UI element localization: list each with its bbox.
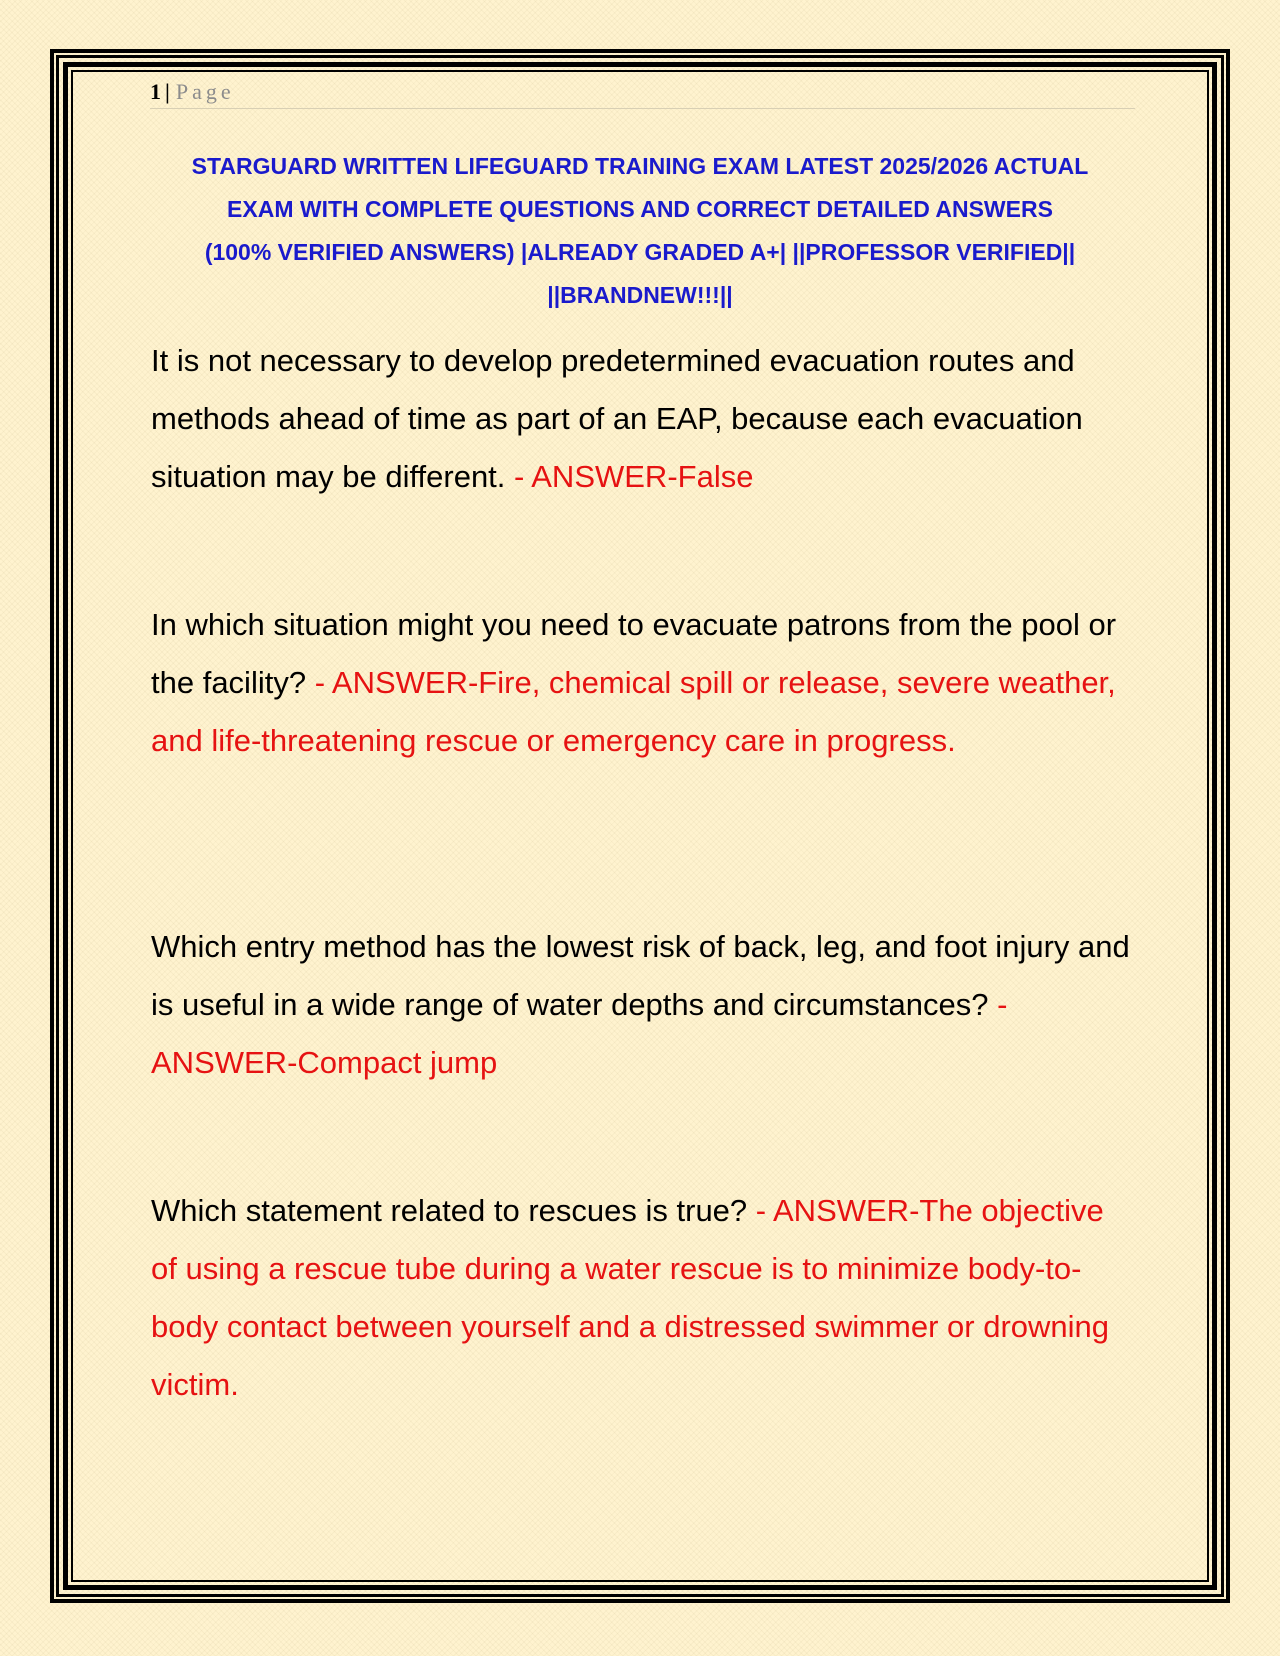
answer-text: - ANSWER-The objective of using a rescue tube during a water rescue is to minimize body-to-body contact between yourself and a distressed swimmer or drowning victim.: [151, 1193, 1110, 1402]
question-text: In which situation might you need to evacuate patrons from the pool or the facility?: [151, 607, 1117, 700]
answer-text: - ANSWER-Compact jump: [151, 987, 1008, 1080]
question-text: Which statement related to rescues is true?: [151, 1193, 748, 1228]
qa-item-4: [151, 1182, 1136, 1414]
page-number: 1: [150, 79, 161, 104]
document-title: STARGUARD WRITTEN LIFEGUARD TRAINING EXAM LATEST 2025/2026 ACTUAL EXAM WITH COMPLETE QUESTIONS AND CORRECT DETAILED ANSWERS (100% VERIFIED ANSWERS) |ALREADY GRADED A+| ||PROFESSOR VERIFIED|| ||BRANDNEW!!!||: [191, 153, 1089, 308]
qa-item-1: [151, 332, 1136, 506]
question-text: It is not necessary to develop predetermined evacuation routes and methods ahead of time as part of an EAP, because each evacuation situation may be different.: [151, 343, 1083, 494]
page-header-separator: |: [165, 79, 170, 104]
page-header: [150, 78, 1135, 109]
page-label: Page: [175, 79, 235, 104]
question-text: Which entry method has the lowest risk of back, leg, and foot injury and is useful in a wide range of water depths and circumstances?: [151, 929, 1130, 1022]
answer-text: - ANSWER-Fire, chemical spill or release, severe weather, and life-threatening rescue or emergency care in progress.: [151, 665, 1116, 758]
qa-item-3: [151, 918, 1136, 1092]
answer-text: - ANSWER-False: [505, 459, 754, 494]
qa-item-2: [151, 596, 1136, 770]
